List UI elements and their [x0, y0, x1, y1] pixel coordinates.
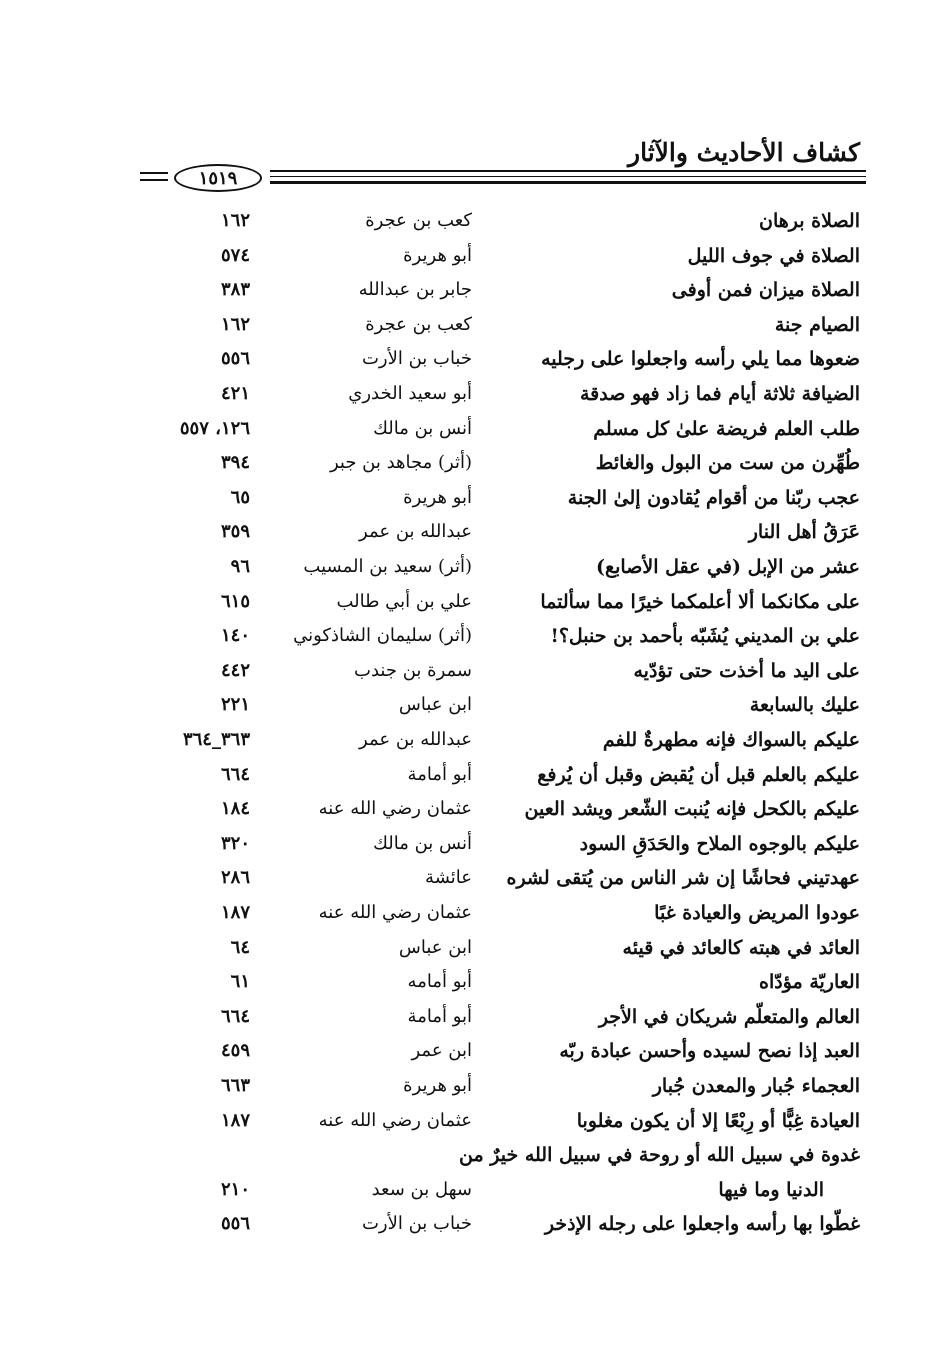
entry-page: ٦٦٣ [220, 1075, 250, 1096]
entry-narrator: عبدالله بن عمر [359, 521, 472, 543]
entry-text: الصلاة برهان [759, 210, 860, 232]
index-entry-row [0, 412, 932, 446]
index-entry-row [0, 342, 932, 376]
header-rule-right-bottom [270, 181, 866, 184]
entry-narrator: عثمان رضي الله عنه [318, 902, 472, 923]
entry-text: عهدتيني فحاشًا إن شر الناس من يُتقى لشره [506, 867, 860, 890]
entry-page: ٣٦٣_٣٦٤ [182, 729, 250, 750]
entry-page: ١٨٧ [220, 1109, 250, 1131]
entry-page: ١٢٦، ٥٥٧ [179, 417, 250, 439]
entry-page: ٩٦ [230, 556, 250, 577]
index-entry-row [0, 1000, 932, 1034]
entry-narrator: ابن عباس [398, 936, 472, 958]
entry-text: الصلاة ميزان فمن أوفى [671, 279, 860, 302]
entry-narrator: سهل بن سعد [371, 1178, 472, 1200]
page-title: كشاف الأحاديث والآثار [628, 138, 860, 167]
entry-page: ١٤٠ [220, 625, 250, 647]
index-entry-row [0, 515, 932, 549]
entry-narrator: أبو أمامة [407, 1005, 472, 1027]
entry-text: على اليد ما أخذت حتى تؤدّيه [633, 659, 860, 682]
entry-narrator: عبدالله بن عمر [359, 729, 472, 750]
entry-narrator: أبو أمامة [407, 763, 472, 785]
entry-text: العجماء جُبار والمعدن جُبار [652, 1075, 860, 1097]
entry-page: ٣٨٣ [220, 279, 250, 301]
entry-page: ٦١٥ [220, 590, 250, 612]
entry-page: ١٦٢ [220, 313, 250, 335]
index-entry-row [0, 446, 932, 480]
entry-narrator: كعب بن عجرة [365, 210, 472, 231]
index-entry-row [0, 931, 932, 965]
index-entry-row [0, 377, 932, 411]
entry-text: العبد إذا نصح لسيده وأحسن عبادة ربّه [559, 1040, 860, 1063]
entry-page: ٦٤ [230, 936, 250, 958]
entry-narrator: أبو سعيد الخدري [348, 383, 472, 404]
entry-narrator: (أثر) مجاهد بن جبر [329, 452, 472, 474]
entry-narrator: أنس بن مالك [373, 832, 472, 854]
entry-narrator: أبو هريرة [403, 244, 472, 266]
entry-page: ٦٦٤ [220, 1005, 250, 1027]
header-rule-right-top [270, 170, 866, 172]
entry-text: عليكم بالعلم قبل أن يُقبض وقبل أن يُرفع [537, 763, 860, 786]
entry-page: ٤٢١ [220, 383, 250, 404]
index-entry-row [0, 239, 932, 273]
entry-page: ٦٥ [230, 486, 250, 508]
entry-text: العائد في هبته كالعائد في قيئه [622, 936, 860, 959]
entry-narrator: أنس بن مالك [373, 417, 472, 439]
page-number-badge [174, 164, 262, 192]
entry-narrator: (أثر) سليمان الشاذكوني [293, 625, 472, 647]
entry-narrator: أبو هريرة [403, 1075, 472, 1096]
entry-page: ١٨٧ [220, 902, 250, 923]
index-entry-row [0, 619, 932, 653]
page-number: ١٥١٩ [198, 167, 238, 189]
entry-page: ٥٥٦ [220, 1213, 250, 1235]
index-entry-row [0, 550, 932, 584]
entry-narrator: خباب بن الأرت [361, 348, 472, 370]
entry-text: غدوة في سبيل الله أو روحة في سبيل الله خيرٌ من [458, 1144, 860, 1167]
entry-text: الدنيا وما فيها [718, 1178, 824, 1201]
entry-text: طلب العلم فريضة علىٰ كل مسلم [593, 417, 860, 440]
index-entry-row [0, 965, 932, 999]
index-entry-row [0, 1034, 932, 1068]
entry-page: ١٦٢ [220, 210, 250, 231]
entry-text: الصلاة في جوف الليل [687, 244, 860, 267]
index-entry-row [0, 308, 932, 342]
entry-text: عجب ربّنا من أقوام يُقادون إلىٰ الجنة [567, 486, 860, 509]
header-rule-left-bottom [140, 179, 168, 181]
index-entry-row [0, 1173, 932, 1207]
header-rule-left-top [140, 172, 168, 174]
index-entry-row [0, 1069, 932, 1103]
index-entry-row [0, 827, 932, 861]
index-entry-row [0, 1104, 932, 1138]
entry-text: عليكم بالسواك فإنه مطهرةٌ للفم [602, 729, 860, 751]
index-entry-row [0, 654, 932, 688]
entry-narrator: عثمان رضي الله عنه [318, 798, 472, 820]
entry-narrator: جابر بن عبدالله [358, 279, 472, 301]
index-entry-row [0, 1207, 932, 1241]
entry-text: عودوا المريض والعيادة غبًا [654, 902, 860, 924]
index-entry-row [0, 688, 932, 722]
entry-text: على مكانكما ألا أعلمكما خيرًا مما سألتما [540, 590, 860, 613]
index-entry-row [0, 481, 932, 515]
index-entry-row [0, 861, 932, 895]
index-entry-row [0, 204, 932, 238]
index-entry-row [0, 792, 932, 826]
entry-narrator: كعب بن عجرة [365, 313, 472, 335]
entry-page: ١٨٤ [220, 798, 250, 820]
entry-page: ٥٧٤ [220, 244, 250, 266]
entry-page: ٦١ [230, 971, 250, 993]
entry-text: طُهِّرن من ست من البول والغائط [595, 452, 860, 475]
entry-text: عشر من الإبل (في عقل الأصابع) [596, 556, 860, 578]
entry-text: عليكم بالوجوه الملاح والحَدَقِ السود [579, 832, 860, 855]
entry-page: ٤٥٩ [220, 1040, 250, 1062]
entry-text: علي بن المديني يُشَبّه بأحمد بن حنبل؟! [550, 625, 860, 648]
entry-text: ضعوها مما يلي رأسه واجعلوا على رجليه [541, 348, 860, 371]
entry-text: عَرَقُ أهل النار [748, 521, 860, 544]
entry-narrator: أبو أمامه [407, 971, 472, 993]
entry-narrator: عائشة [425, 867, 472, 889]
entry-narrator: ابن عمر [411, 1040, 472, 1062]
entry-page: ٦٦٤ [220, 763, 250, 785]
entry-narrator: علي بن أبي طالب [336, 590, 472, 612]
entry-page: ٢٢١ [220, 694, 250, 716]
entry-text: العاريّة مؤدّاه [759, 971, 860, 994]
entry-text: عليك بالسابعة [749, 694, 860, 717]
index-entry-row [0, 273, 932, 307]
entry-narrator: ابن عباس [398, 694, 472, 716]
entry-narrator: (أثر) سعيد بن المسيب [303, 556, 472, 577]
entry-page: ٤٤٢ [220, 659, 250, 681]
entry-narrator: أبو هريرة [403, 486, 472, 508]
entry-page: ٣٢٠ [220, 832, 250, 854]
entry-text: الصيام جنة [774, 313, 860, 336]
entry-page: ٣٥٩ [220, 521, 250, 543]
index-entry-row [0, 585, 932, 619]
entry-text: العالم والمتعلّم شريكان في الأجر [598, 1005, 860, 1028]
index-entry-row [0, 723, 932, 757]
entry-narrator: خباب بن الأرت [361, 1213, 472, 1235]
entry-text: الضيافة ثلاثة أيام فما زاد فهو صدقة [579, 383, 860, 405]
entry-page: ٥٥٦ [220, 348, 250, 370]
entry-page: ٢١٠ [220, 1178, 250, 1200]
index-entry-row [0, 758, 932, 792]
entry-text: العيادة غِبًّا أو رِبْعًا إلا أن يكون مغلوبا [576, 1109, 860, 1132]
entry-narrator: سمرة بن جندب [354, 659, 472, 681]
entry-text: عليكم بالكحل فإنه يُنبت الشّعر ويشد العين [524, 798, 860, 821]
header-rule-right-middle [270, 176, 866, 177]
entry-text: غطّوا بها رأسه واجعلوا على رجله الإذخر [544, 1213, 860, 1236]
entry-narrator: عثمان رضي الله عنه [318, 1109, 472, 1131]
entry-page: ٣٩٤ [220, 452, 250, 474]
entry-page: ٢٨٦ [220, 867, 250, 889]
index-entry-row [0, 896, 932, 930]
index-entry-row [0, 1138, 932, 1172]
